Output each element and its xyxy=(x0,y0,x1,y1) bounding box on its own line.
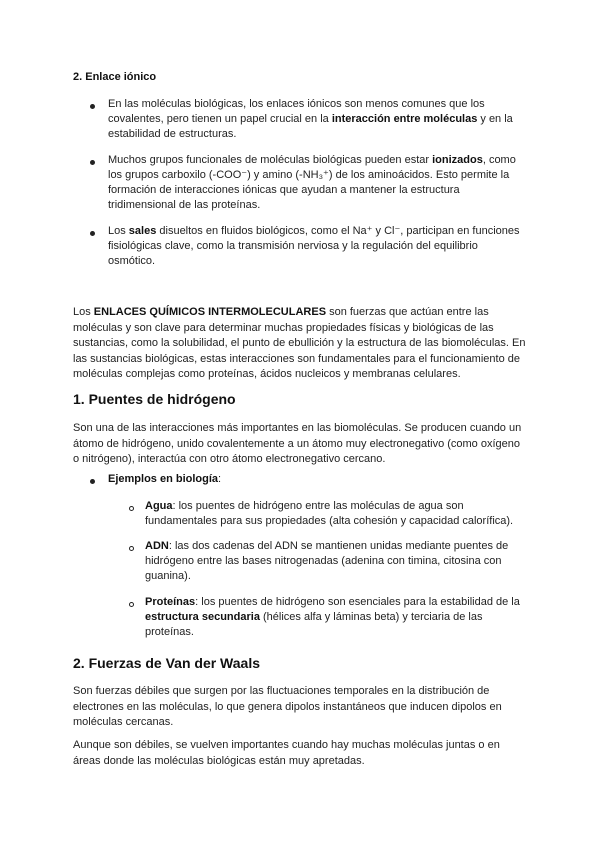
vdw-paragraph-1: Son fuerzas débiles que surgen por las fluctuaciones temporales en la distribución de electrones en las moléculas, lo que genera dipolos instantáneos que inducen dipolos en moléculas cercanas. xyxy=(73,685,502,728)
bullet-marker xyxy=(90,231,95,236)
circle-marker xyxy=(129,506,134,511)
bullet-marker xyxy=(90,479,95,484)
circle-marker xyxy=(129,546,134,551)
examples-label: Ejemplos en biología: xyxy=(108,473,222,485)
heading-van-der-waals: 2. Fuerzas de Van der Waals xyxy=(73,655,261,671)
heading-hydrogen-bonds: 1. Puentes de hidrógeno xyxy=(73,391,236,407)
list-item: Los sales disueltos en fluidos biológicos, como el Na⁺ y Cl⁻, participan en funciones fisiológicas clave, como la transmisión nerviosa y la regulación del equilibrio osmótico. xyxy=(108,225,520,267)
hydrogen-paragraph: Son una de las interacciones más importantes en las biomoléculas. Se producen cuando un átomo de hidrógeno, unido covalentemente a un átomo muy electronegativo (como oxígeno o nitrógeno), interactúa con otro átomo electronegativo cercano. xyxy=(73,422,522,465)
example-item: Agua: los puentes de hidrógeno entre las moléculas de agua son fundamentales para sus propiedades (alta cohesión y capacidad calorífica). xyxy=(145,500,514,527)
intro-paragraph: Los ENLACES QUÍMICOS INTERMOLECULARES son fuerzas que actúan entre las moléculas y son clave para determinar muchas propiedades físicas y biológicas de las sustancias, como la solubilidad, el punto de ebullición y la estructura de las biomoléculas. En las sustancias biológicas, estas interacciones son fundamentales para el funcionamiento de moléculas complejas como proteínas, ácidos nucleicos y membranas celulares. xyxy=(73,306,526,380)
bullet-marker xyxy=(90,160,95,165)
vdw-paragraph-2: Aunque son débiles, se vuelven importantes cuando hay muchas moléculas juntas o en áreas donde las moléculas biológicas están muy apretadas. xyxy=(73,739,500,767)
section-heading-ionic: 2. Enlace iónico xyxy=(73,71,157,83)
list-item: Muchos grupos funcionales de moléculas biológicas pueden estar ionizados, como los grupos carboxilo (-COO⁻) y amino (-NH₃⁺) de los aminoácidos. Esto permite la formación de interacciones iónicas que ayudan a mantener la estructura tridimensional de las proteínas. xyxy=(108,154,516,211)
example-item: ADN: las dos cadenas del ADN se mantienen unidas mediante puentes de hidrógeno entre las bases nitrogenadas (adenina con timina, citosina con guanina). xyxy=(145,540,509,582)
example-item: Proteínas: los puentes de hidrógeno son esenciales para la estabilidad de la estructura secundaria (hélices alfa y láminas beta) y terciaria de las proteínas. xyxy=(145,596,520,638)
circle-marker xyxy=(129,602,134,607)
bullet-marker xyxy=(90,104,95,109)
list-item: En las moléculas biológicas, los enlaces iónicos son menos comunes que los covalentes, pero tienen un papel crucial en la interacción entre moléculas y en la estabilidad de estructuras. xyxy=(108,98,513,140)
